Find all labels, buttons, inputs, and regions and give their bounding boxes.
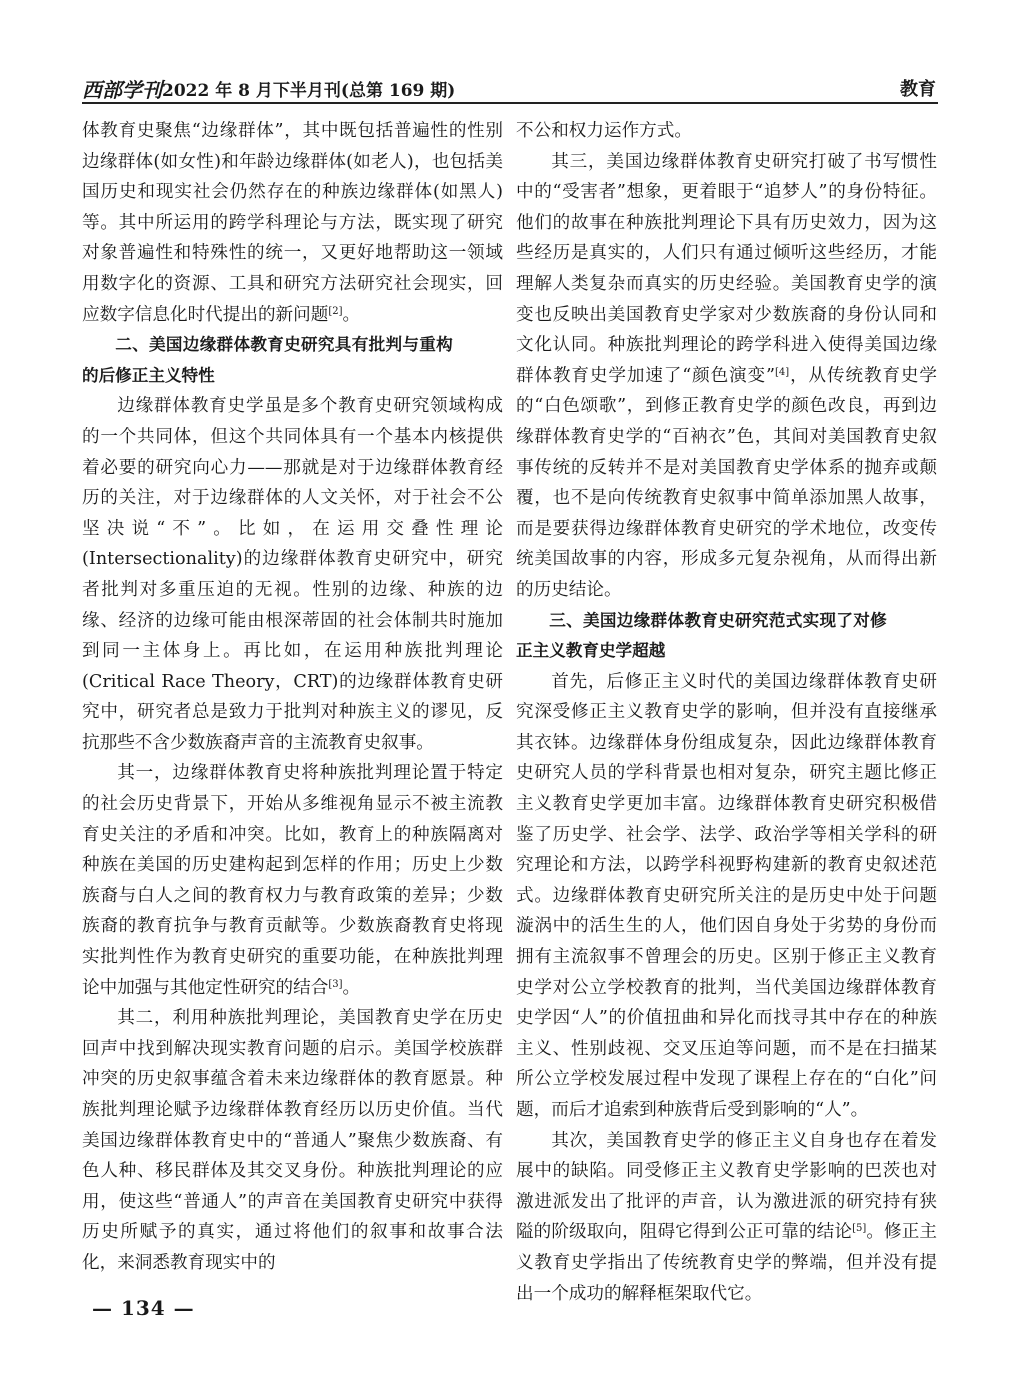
citation-ref: [2] — [328, 305, 343, 317]
running-header — [82, 72, 938, 104]
paragraph: 不公和权力运作方式。 — [516, 121, 692, 141]
paragraph: 边缘群体教育史学虽是多个教育史研究领域构成的一个共同体，但这个共同体具有一个基本内核提供着必要的研究向心力——那就是对于边缘群体教育经历的关注，对于边缘群体的人文关怀，对于社会不公坚决说“不”。比如，在运用交叠性理论(Intersectionality)的边缘群体教育史研究中，研究者批判对多重压迫的无视。性别的边缘、种族的边缘、经济的边缘可能由根深蒂固的社会体制共时施加到同一主体身上。再比如，在运用种族批判理论(Critical Race Theory，CRT)的边缘群体教育史研究中，研究者总是致力于批判对种族主义的谬见，反抗那些不含少数族裔声音的主流教育史叙事。 — [82, 396, 503, 753]
journal-logo: 西部学刊 — [82, 78, 162, 102]
paragraph: 其次，美国教育史学的修正主义自身也存在着发展中的缺陷。同受修正主义教育史学影响的巴茨也对激进派发出了批评的声音，认为激进派的研究持有狭隘的阶级取向，阻碍它得到公正可靠的结论[5]。修正主义教育史学指出了传统教育史学的弊端，但并没有提出一个成功的解释框架取代它。 — [516, 1130, 937, 1304]
section-heading: 三、美国边缘群体教育史研究范式实现了对修 正主义教育史学超越 — [516, 610, 888, 661]
section-name: 教育 — [900, 79, 936, 100]
journal-issue: 2022 年 8 月下半月刊(总第 169 期) — [162, 81, 456, 101]
page-number: — 134 — — [92, 1296, 195, 1320]
paragraph: 体教育史聚焦“边缘群体”，其中既包括普遍性的性别边缘群体(如女性)和年龄边缘群体(如老人)，也包括美国历史和现实社会仍然存在的种族边缘群体(如黑人)等。其中所运用的跨学科理论与方法，既实现了研究对象普遍性和特殊性的统一，又更好地帮助这一领域用数字化的资源、工具和研究方法研究社会现实，回应数字信息化时代提出的新问题[2]。 — [82, 121, 503, 325]
right-column — [516, 116, 937, 1309]
paragraph: 其一，边缘群体教育史将种族批判理论置于特定的社会历史背景下，开始从多维视角显示不被主流教育史关注的矛盾和冲突。比如，教育上的种族隔离对种族在美国的历史建构起到怎样的作用；历史上少数族裔与白人之间的教育权力与教育政策的差异；少数族裔的教育抗争与教育贡献等。少数族裔教育史将现实批判性作为教育史研究的重要功能，在种族批判理论中加强与其他定性研究的结合[3]。 — [82, 763, 503, 998]
citation-ref: [3] — [328, 978, 343, 990]
paragraph: 首先，后修正主义时代的美国边缘群体教育史研究深受修正主义教育史学的影响，但并没有直接继承其衣钵。边缘群体身份组成复杂，因此边缘群体教育史研究人员的学科背景也相对复杂，研究主题比修正主义教育史学更加丰富。边缘群体教育史研究积极借鉴了历史学、社会学、法学、政治学等相关学科的研究理论和方法，以跨学科视野构建新的教育史叙述范式。边缘群体教育史研究所关注的是历史中处于问题漩涡中的活生生的人，他们因自身处于劣势的身份而拥有主流叙事不曾理会的历史。区别于修正主义教育史学对公立学校教育的批判，当代美国边缘群体教育史学因“人”的价值扭曲和异化而找寻其中存在的种族主义、性别歧视、交叉压迫等问题，而不是在扫描某所公立学校发展过程中发现了课程上存在的“白化”问题，而后才追索到种族背后受到影响的“人”。 — [516, 671, 937, 1120]
citation-ref: [4] — [775, 366, 790, 378]
left-column — [82, 116, 503, 1279]
paragraph: 其三，美国边缘群体教育史研究打破了书写惯性中的“受害者”想象，更着眼于“追梦人”的身份特征。他们的故事在种族批判理论下具有历史效力，因为这些经历是真实的，人们只有通过倾听这些经历，才能理解人类复杂而真实的历史经验。美国教育史学的演变也反映出美国教育史学家对少数族裔的身份认同和文化认同。种族批判理论的跨学科进入使得美国边缘群体教育史学加速了“颜色演变”[4]，从传统教育史学的“白色颂歌”，到修正教育史学的颜色改良，再到边缘群体教育史学的“百衲衣”色，其间对美国教育史叙事传统的反转并不是对美国教育史学体系的抛弃或颠覆，也不是向传统教育史叙事中简单添加黑人故事，而是要获得边缘群体教育史研究的学术地位，改变传统美国故事的内容，形成多元复杂视角，从而得出新的历史结论。 — [516, 151, 937, 600]
paragraph: 其二，利用种族批判理论，美国教育史学在历史回声中找到解决现实教育问题的启示。美国学校族群冲突的历史叙事蕴含着未来边缘群体的教育愿景。种族批判理论赋予边缘群体教育经历以历史价值。当代美国边缘群体教育史中的“普通人”聚焦少数族裔、有色人种、移民群体及其交叉身份。种族批判理论的应用，使这些“普通人”的声音在美国教育史研究中获得历史所赋予的真实，通过将他们的叙事和故事合法化，来洞悉教育现实中的 — [82, 1008, 503, 1273]
citation-ref: [5] — [852, 1223, 867, 1235]
section-heading: 二、美国边缘群体教育史研究具有批判与重构 的后修正主义特性 — [82, 335, 454, 385]
